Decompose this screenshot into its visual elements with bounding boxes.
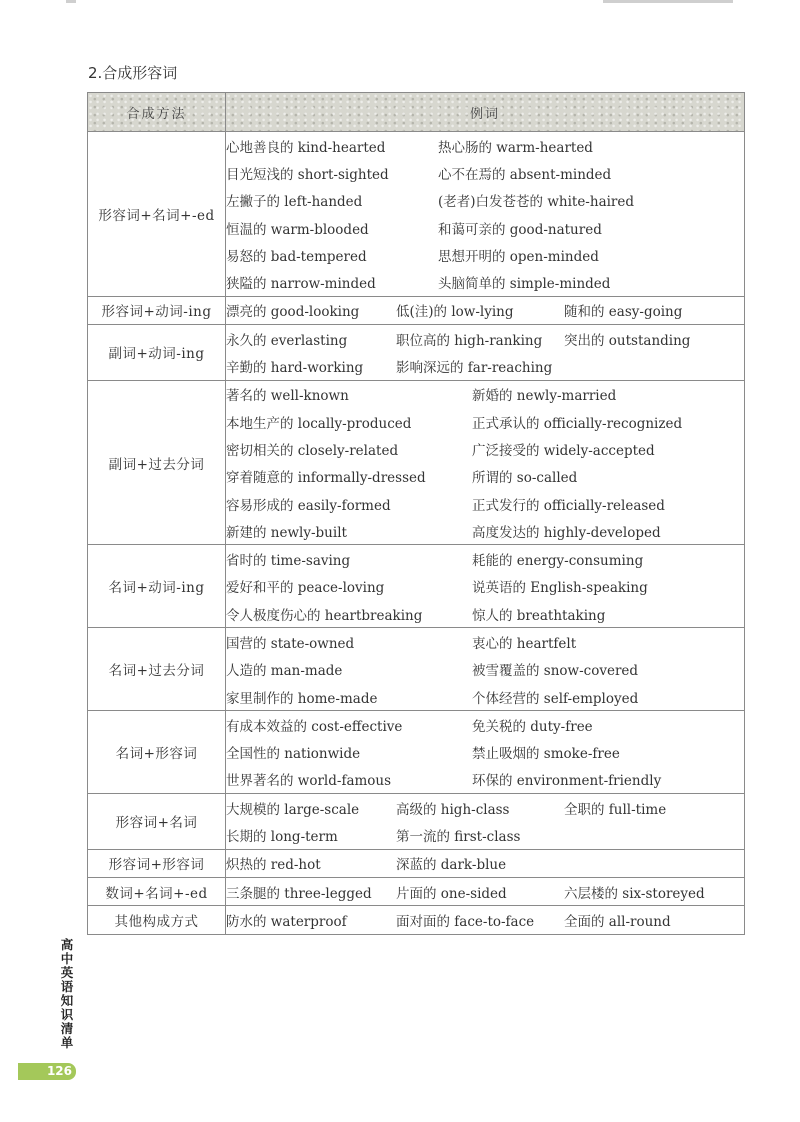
example-line <box>226 241 744 268</box>
example-word: 惊人的 breathtaking <box>472 607 606 624</box>
example-word: 三条腿的 three-legged <box>226 885 372 902</box>
example-word: 全国性的 nationwide <box>226 746 361 763</box>
side-label-char: 语 <box>60 979 74 994</box>
top-decoration <box>603 0 733 3</box>
side-label-char: 英 <box>60 965 74 980</box>
example-word: 所谓的 so-called <box>472 470 578 487</box>
table-row <box>88 380 745 545</box>
example-word: 防水的 waterproof <box>226 913 347 930</box>
table-row <box>88 325 745 381</box>
example-word: 高级的 high-class <box>396 801 510 818</box>
example-word: 禁止吸烟的 smoke-free <box>472 746 620 763</box>
example-word: 全职的 full-time <box>564 801 667 818</box>
example-word: 衷心的 heartfelt <box>472 635 577 652</box>
table-header-row <box>88 93 745 132</box>
example-word: 新建的 newly-built <box>226 524 347 541</box>
example-line <box>226 214 744 241</box>
example-word: 心地善良的 kind-hearted <box>226 139 386 156</box>
method-cell: 形容词+名词 <box>88 794 226 850</box>
example-word: 深蓝的 dark-blue <box>396 857 507 874</box>
header-method: 合成方法 <box>88 93 226 132</box>
example-line <box>226 656 744 683</box>
example-line <box>226 490 744 517</box>
method-cell: 数词+名词+-ed <box>88 878 226 906</box>
example-line <box>226 739 744 766</box>
example-word: 爱好和平的 peace-loving <box>226 580 385 597</box>
example-word: 正式发行的 officially-released <box>472 497 665 514</box>
example-word: 头脑简单的 simple-minded <box>438 276 611 293</box>
table-row <box>88 296 745 324</box>
example-word: 目光短浅的 short-sighted <box>226 166 389 183</box>
side-label-char: 单 <box>60 1035 74 1050</box>
example-word: 第一流的 first-class <box>396 829 521 846</box>
example-word: 六层楼的 six-storeyed <box>564 885 705 902</box>
example-word: 长期的 long-term <box>226 829 338 846</box>
example-line <box>226 435 744 462</box>
example-line <box>226 850 744 877</box>
example-line <box>226 352 744 379</box>
example-word: 著名的 well-known <box>226 388 349 405</box>
method-cell: 形容词+动词-ing <box>88 296 226 324</box>
examples-cell <box>226 545 745 628</box>
example-word: 低(洼)的 low-lying <box>396 304 514 321</box>
example-word: 容易形成的 easily-formed <box>226 497 391 514</box>
example-line <box>226 573 744 600</box>
example-word: 心不在焉的 absent-minded <box>438 166 612 183</box>
method-cell: 名词+动词-ing <box>88 545 226 628</box>
example-word: 影响深远的 far-reaching <box>396 360 553 377</box>
side-label <box>58 938 76 1050</box>
examples-cell <box>226 849 745 877</box>
example-word: 热心肠的 warm-hearted <box>438 139 593 156</box>
example-word: 省时的 time-saving <box>226 553 351 570</box>
example-word: 有成本效益的 cost-effective <box>226 718 403 735</box>
examples-cell <box>226 794 745 850</box>
example-word: 国营的 state-owned <box>226 635 355 652</box>
example-word: (老者)白发苍苍的 white-haired <box>438 194 635 211</box>
example-line <box>226 325 744 352</box>
example-line <box>226 408 744 435</box>
examples-cell <box>226 380 745 545</box>
example-line <box>226 297 744 324</box>
method-cell: 形容词+名词+-ed <box>88 132 226 297</box>
example-word: 被雪覆盖的 snow-covered <box>472 663 639 680</box>
example-word: 恒温的 warm-blooded <box>226 221 369 238</box>
example-word: 漂亮的 good-looking <box>226 304 360 321</box>
example-word: 辛勤的 hard-working <box>226 360 364 377</box>
table-row <box>88 878 745 906</box>
example-word: 人造的 man-made <box>226 663 343 680</box>
method-cell: 名词+形容词 <box>88 711 226 794</box>
example-line <box>226 600 744 627</box>
method-cell: 形容词+形容词 <box>88 849 226 877</box>
example-line <box>226 906 744 933</box>
table-row <box>88 794 745 850</box>
example-word: 令人极度伤心的 heartbreaking <box>226 607 423 624</box>
example-word: 说英语的 English-speaking <box>472 580 648 597</box>
example-line <box>226 766 744 793</box>
examples-cell <box>226 325 745 381</box>
example-word: 个体经营的 self-employed <box>472 690 639 707</box>
example-word: 永久的 everlasting <box>226 332 348 349</box>
examples-cell <box>226 906 745 934</box>
header-examples: 例词 <box>226 93 745 132</box>
example-word: 易怒的 bad-tempered <box>226 248 367 265</box>
example-line <box>226 821 744 848</box>
example-word: 全面的 all-round <box>564 913 671 930</box>
table-row <box>88 545 745 628</box>
example-line <box>226 517 744 544</box>
method-cell: 副词+过去分词 <box>88 380 226 545</box>
method-cell: 名词+过去分词 <box>88 628 226 711</box>
example-word: 面对面的 face-to-face <box>396 913 535 930</box>
table-row <box>88 849 745 877</box>
example-word: 左撇子的 left-handed <box>226 194 363 211</box>
example-line <box>226 268 744 295</box>
example-word: 穿着随意的 informally-dressed <box>226 470 426 487</box>
example-line <box>226 628 744 655</box>
compound-adjective-table <box>87 92 745 935</box>
side-label-char: 中 <box>60 951 74 966</box>
page-number: 126 <box>18 1063 76 1080</box>
example-word: 狭隘的 narrow-minded <box>226 276 376 293</box>
examples-cell <box>226 628 745 711</box>
example-word: 免关税的 duty-free <box>472 718 593 735</box>
example-word: 高度发达的 highly-developed <box>472 524 661 541</box>
example-word: 正式承认的 officially-recognized <box>472 415 683 432</box>
examples-cell <box>226 711 745 794</box>
method-cell: 其他构成方式 <box>88 906 226 934</box>
top-decoration <box>66 0 76 3</box>
example-line <box>226 711 744 738</box>
example-line <box>226 381 744 408</box>
example-word: 世界著名的 world-famous <box>226 773 392 790</box>
example-line <box>226 878 744 905</box>
examples-cell <box>226 132 745 297</box>
example-line <box>226 794 744 821</box>
example-word: 本地生产的 locally-produced <box>226 415 412 432</box>
section-title: 2.合成形容词 <box>88 64 178 82</box>
example-word: 突出的 outstanding <box>564 332 691 349</box>
examples-cell <box>226 296 745 324</box>
example-word: 新婚的 newly-married <box>472 388 617 405</box>
side-label-char: 知 <box>60 993 74 1008</box>
example-word: 思想开明的 open-minded <box>438 248 599 265</box>
example-word: 环保的 environment-friendly <box>472 773 662 790</box>
example-line <box>226 545 744 572</box>
example-line <box>226 683 744 710</box>
example-line <box>226 159 744 186</box>
table-row <box>88 628 745 711</box>
method-cell: 副词+动词-ing <box>88 325 226 381</box>
examples-cell <box>226 878 745 906</box>
example-word: 大规模的 large-scale <box>226 801 360 818</box>
example-word: 家里制作的 home-made <box>226 690 378 707</box>
table-row <box>88 711 745 794</box>
table-row <box>88 132 745 297</box>
example-word: 广泛接受的 widely-accepted <box>472 442 655 459</box>
example-word: 耗能的 energy-consuming <box>472 553 644 570</box>
example-word: 随和的 easy-going <box>564 304 683 321</box>
example-word: 职位高的 high-ranking <box>396 332 543 349</box>
example-word: 炽热的 red-hot <box>226 857 321 874</box>
example-word: 和蔼可亲的 good-natured <box>438 221 602 238</box>
example-line <box>226 187 744 214</box>
table-row <box>88 906 745 934</box>
example-line <box>226 132 744 159</box>
table-body <box>88 132 745 935</box>
side-label-char: 高 <box>60 937 74 952</box>
example-word: 密切相关的 closely-related <box>226 442 399 459</box>
side-label-char: 清 <box>60 1021 74 1036</box>
side-label-char: 识 <box>60 1007 74 1022</box>
example-line <box>226 463 744 490</box>
example-word: 片面的 one-sided <box>396 885 507 902</box>
